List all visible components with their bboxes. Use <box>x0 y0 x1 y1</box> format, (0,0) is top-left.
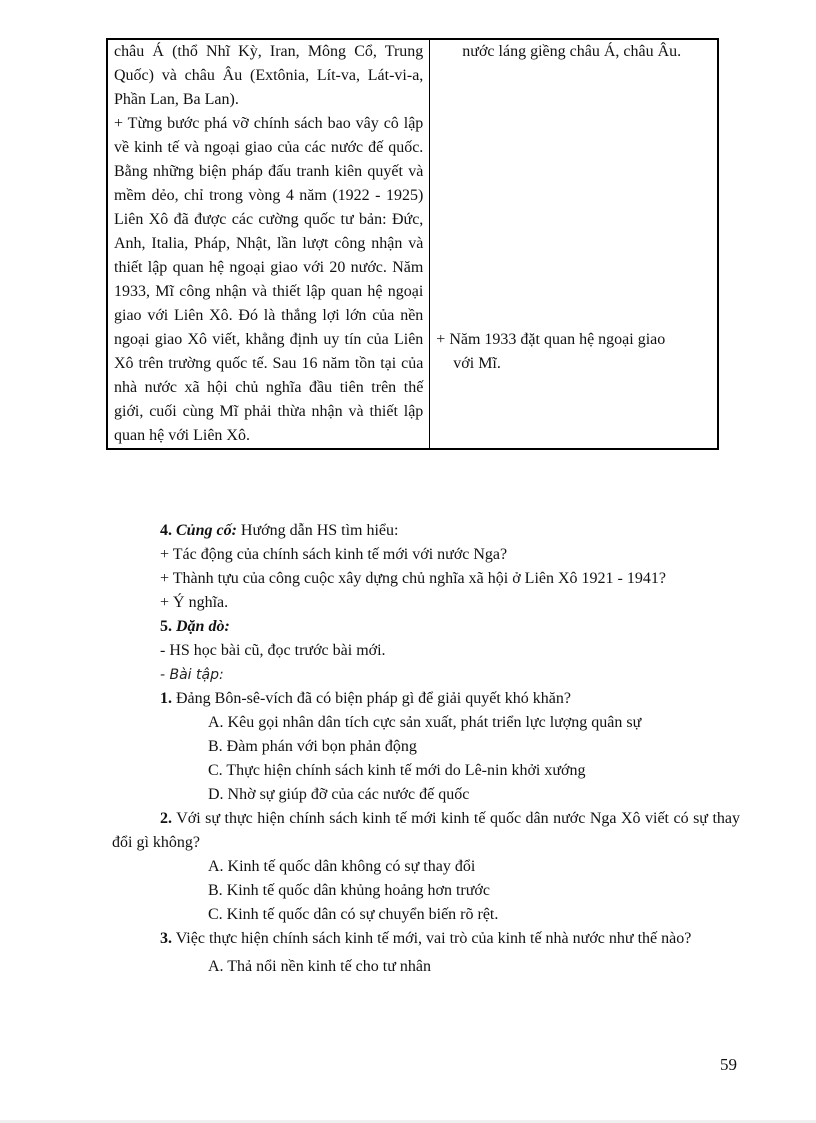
right-bottom-line1: + Năm 1933 đặt quan hệ ngoại giao <box>436 331 666 348</box>
section4-heading: Củng cố: <box>176 522 237 539</box>
section4-heading-line <box>112 519 740 543</box>
question-1-option-d: D. Nhờ sự giúp đỡ của các nước đế quốc <box>208 786 470 803</box>
question-1 <box>112 687 740 711</box>
question-3 <box>112 927 740 951</box>
right-bottom-line2: với Mĩ. <box>453 355 501 372</box>
question-2-text: Với sự thực hiện chính sách kinh tế mới kinh tế quốc dân nước Nga Xô viết có sự thay đổi gì không? <box>112 810 740 851</box>
section5-number: 5. <box>160 618 172 635</box>
question-2-option-c: C. Kinh tế quốc dân có sự chuyển biến rõ rệt. <box>208 906 499 923</box>
question-2-option-b: B. Kinh tế quốc dân khủng hoảng hơn trước <box>208 882 490 899</box>
question-2-option-a: A. Kinh tế quốc dân không có sự thay đổi <box>208 858 476 875</box>
document-body <box>112 519 740 979</box>
section4-item-3: + Ý nghĩa. <box>160 594 229 611</box>
question-1-text: Đảng Bôn-sê-vích đã có biện pháp gì để giải quyết khó khăn? <box>172 690 571 707</box>
table-right-cell <box>430 39 718 449</box>
section5-heading-line <box>112 615 740 639</box>
exercise-label: - Bài tập: <box>160 667 224 683</box>
question-2 <box>112 807 740 855</box>
table-left-text: châu Á (thổ Nhĩ Kỳ, Iran, Mông Cổ, Trung Quốc) và châu Âu (Extônia, Lít-va, Lát-vi-a, Phần Lan, Ba Lan). + Từng bước phá vỡ chính sách bao vây cô lập về kinh tế và ngoại giao của các nước đế quốc. Bằng những biện pháp đấu tranh kiên quyết và mềm dẻo, chỉ trong vòng 4 năm (1922 - 1925) Liên Xô đã được các cường quốc tư bản: Đức, Anh, Italia, Pháp, Nhật, lần lượt công nhận và thiết lập quan hệ ngoại giao với 20 nước. Năm 1933, Mĩ công nhận và thiết lập quan hệ ngoại giao với Liên Xô. Đó là thắng lợi lớn của nền ngoại giao Xô viết, khẳng định uy tín của Liên Xô trên trường quốc tế. Sau 16 năm tồn tại của nhà nước xã hội chủ nghĩa đầu tiên trên thế giới, cuối cùng Mĩ phải thừa nhận và thiết lập quan hệ với Liên Xô. <box>114 43 424 444</box>
section4-number: 4. <box>160 522 172 539</box>
table-right-bottom-text <box>436 328 711 376</box>
question-1-number: 1. <box>160 690 172 707</box>
section4-item-1: + Tác động của chính sách kinh tế mới với nước Nga? <box>160 546 508 563</box>
question-3-option-a: A. Thả nổi nền kinh tế cho tư nhân <box>208 958 431 975</box>
section5-line1: - HS học bài cũ, đọc trước bài mới. <box>160 642 386 659</box>
question-2-number: 2. <box>160 810 172 827</box>
content-table <box>106 38 719 450</box>
section5-heading: Dặn dò: <box>176 618 230 635</box>
exercise-label-line <box>112 663 740 687</box>
table-left-cell <box>107 39 430 449</box>
page-number: 59 <box>720 1055 737 1074</box>
section4-item-2: + Thành tựu của công cuộc xây dựng chủ nghĩa xã hội ở Liên Xô 1921 - 1941? <box>160 570 666 587</box>
question-1-option-c: C. Thực hiện chính sách kinh tế mới do Lê-nin khởi xướng <box>208 762 586 779</box>
question-3-number: 3. <box>160 930 172 947</box>
table-row <box>107 39 718 449</box>
question-1-option-a: A. Kêu gọi nhân dân tích cực sản xuất, phát triển lực lượng quân sự <box>208 714 642 731</box>
table-right-top-text: nước láng giềng châu Á, châu Âu. <box>462 43 682 60</box>
question-1-option-b: B. Đàm phán với bọn phản động <box>208 738 417 755</box>
section4-intro: Hướng dẫn HS tìm hiểu: <box>236 522 399 539</box>
question-3-text: Việc thực hiện chính sách kinh tế mới, vai trò của kinh tế nhà nước như thế nào? <box>172 930 692 947</box>
